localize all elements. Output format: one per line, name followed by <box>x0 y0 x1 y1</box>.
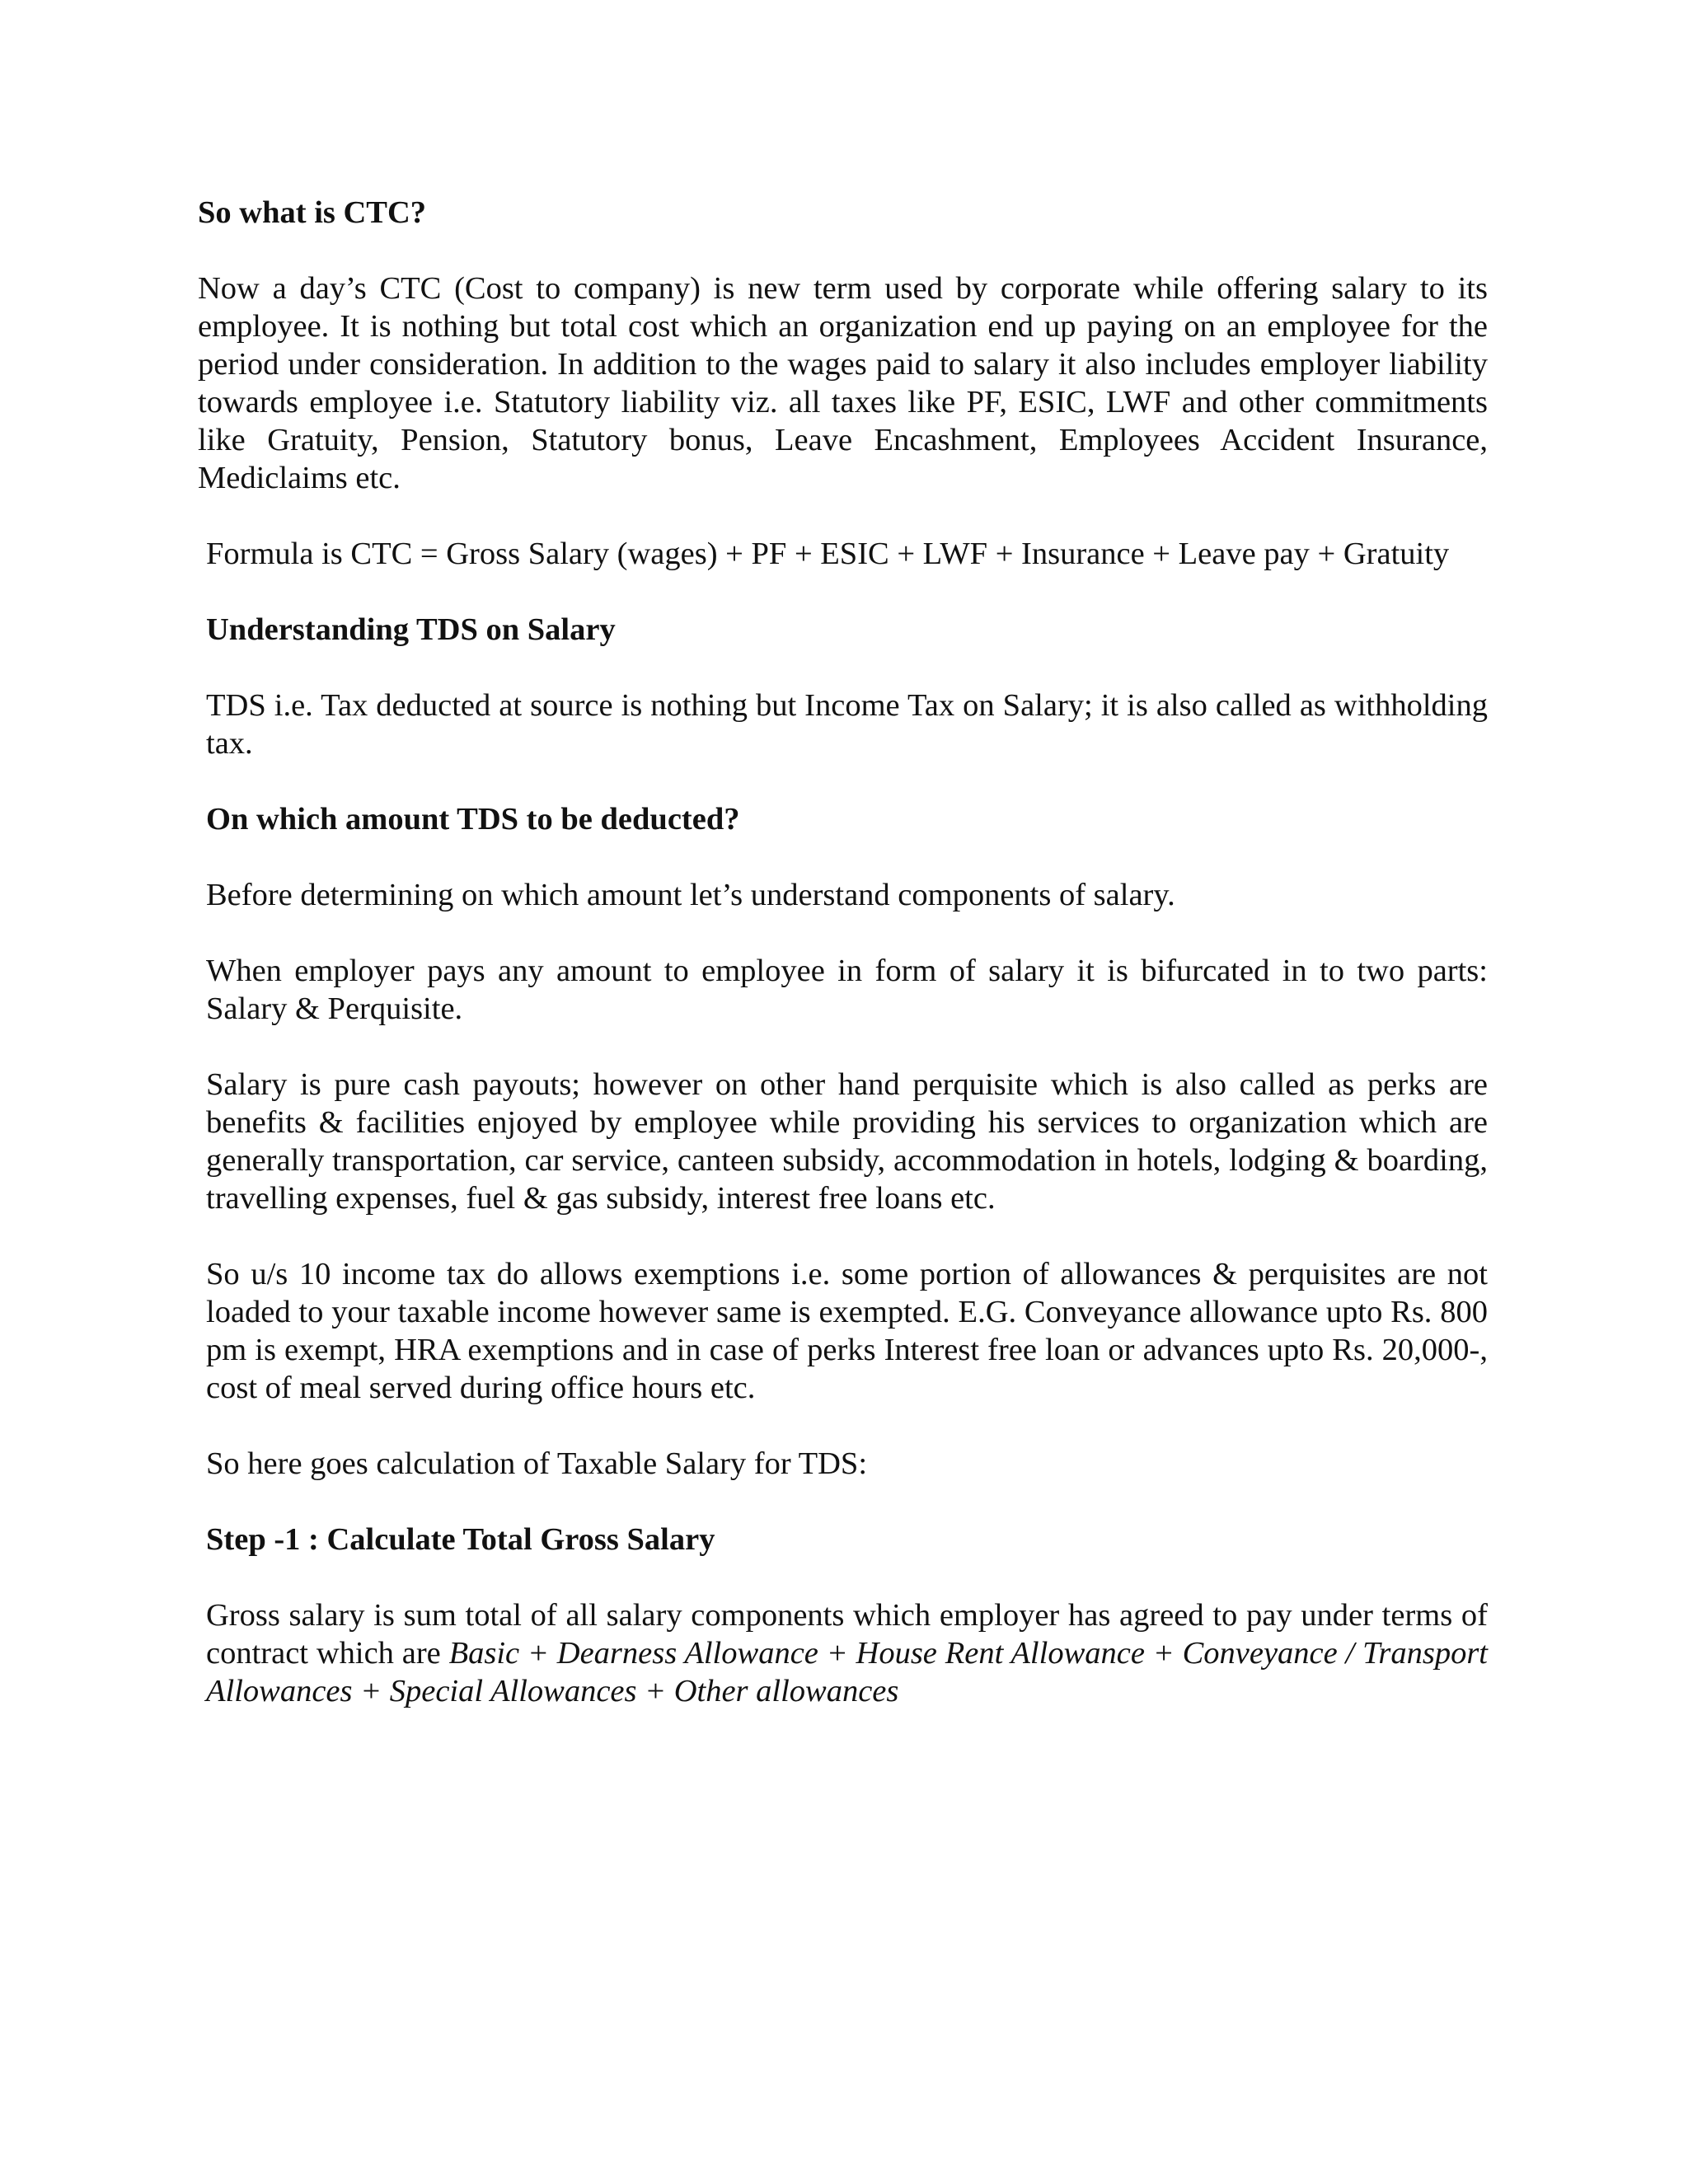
paragraph-ctc-formula: Formula is CTC = Gross Salary (wages) + PF + ESIC + LWF + Insurance + Leave pay + Gratuity <box>206 537 1450 571</box>
document-page <box>198 194 1488 1748</box>
paragraph-taxable-salary-intro: So here goes calculation of Taxable Salary for TDS: <box>206 1446 868 1481</box>
paragraph-ctc-definition: Now a day’s CTC (Cost to company) is new term used by corporate while offering salary to its employee. It is nothing but total cost which an organization end up paying on an employee for the period under consideration. In addition to the wages paid to salary it also includes employer liability towards employee i.e. Statutory liability viz. all taxes like PF, ESIC, LWF and other commitments like Gratuity, Pension, Statutory bonus, Leave Encashment, Employees Accident Insurance, Mediclaims etc. <box>198 271 1488 495</box>
paragraph-exemptions: So u/s 10 income tax do allows exemptions i.e. some portion of allowances & perquisites are not loaded to your taxable income however same is exempted. E.G. Conveyance allowance upto Rs. 800 pm is exempt, HRA exemptions and in case of perks Interest free loan or advances upto Rs. 20,000-, cost of meal served during office hours etc. <box>206 1257 1488 1405</box>
paragraph-salary-components-intro: Before determining on which amount let’s understand components of salary. <box>206 878 1175 912</box>
paragraph-gross-salary <box>198 1596 1488 1710</box>
heading-step-1: Step -1 : Calculate Total Gross Salary <box>206 1522 715 1557</box>
gross-salary-text: Gross salary is sum total of all salary components which employer has agreed to pay under terms of contract which are <box>206 1598 1488 1671</box>
paragraph-salary-parts: When employer pays any amount to employee in form of salary it is bifurcated in to two parts: Salary & Perquisite. <box>206 954 1488 1026</box>
paragraph-tds-definition: TDS i.e. Tax deducted at source is nothing but Income Tax on Salary; it is also called as withholding tax. <box>206 688 1488 761</box>
gross-salary-components: Basic + Dearness Allowance + House Rent Allowance + Conveyance / Transport Allowances + Special Allowances + Other allowances <box>206 1636 1489 1708</box>
paragraph-perquisites: Salary is pure cash payouts; however on other hand perquisite which is also called as perks are benefits & facilities enjoyed by employee while providing his services to organization which are generally transportation, car service, canteen subsidy, accommodation in hotels, lodging & boarding, travelling expenses, fuel & gas subsidy, interest free loans etc. <box>206 1067 1488 1216</box>
heading-tds-amount: On which amount TDS to be deducted? <box>206 802 740 837</box>
heading-what-is-ctc: So what is CTC? <box>198 195 427 230</box>
heading-understanding-tds: Understanding TDS on Salary <box>206 612 616 647</box>
